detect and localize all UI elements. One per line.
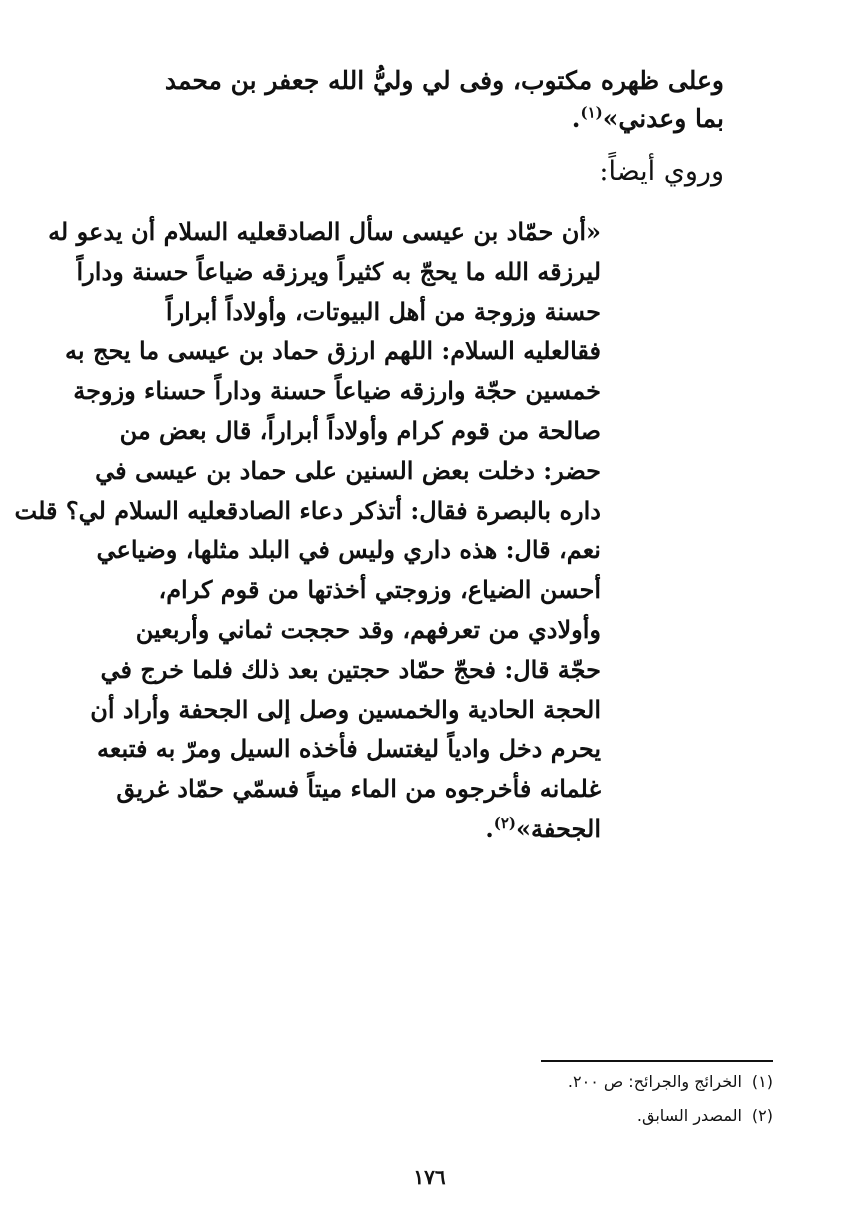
quote-line: أحسن الضياع، وزوجتي أخذتها من قوم كرام، (158, 575, 601, 605)
quote-line: حجّة قال: فحجّ حمّاد حجتين بعد ذلك فلما خرج في (100, 654, 601, 684)
quote-line: ليرزقه الله ما يحجّ به كثيراً ويرزقه ضياعاً حسنة وداراً (76, 256, 601, 286)
intro-paragraph (84, 62, 724, 138)
page-number: ١٧٦ (413, 1165, 446, 1189)
footnote-number: (٢) (751, 1106, 773, 1125)
footnote-ref-2: (٢) (493, 813, 517, 832)
quote-line: الحجة الحادية والخمسين وصل إلى الجحفة وأراد أن (90, 694, 601, 724)
footnote-number: (١) (751, 1072, 773, 1091)
quote-line: حضر: دخلت بعض السنين على حماد بن عيسى في (95, 455, 601, 485)
quote-line: حسنة وزوجة من أهل البيوتات، وأولاداً أبراراً (165, 296, 601, 326)
quote-line: غلمانه فأخرجوه من الماء ميتاً فسمّي حمّاد غريق (116, 774, 601, 804)
intro-line-2 (84, 100, 724, 138)
footnote-text: المصدر السابق. (636, 1106, 742, 1125)
quote-line: خمسين حجّة وارزقه ضياعاً حسنة وداراً حسناء وزوجة (73, 376, 601, 406)
section-heading: وروي أيضاً: (599, 156, 724, 187)
quote-end-punct: . (485, 813, 494, 843)
quote-line: نعم، قال: هذه داري وليس في البلد مثلها، وضياعي (96, 535, 601, 565)
footnote-ref-1: (١) (580, 103, 603, 122)
footnotes (373, 1070, 773, 1138)
footnote-divider (541, 1060, 773, 1062)
quote-line: داره بالبصرة فقال: أتذكر دعاء الصادقعليه السلام لي؟ قلت (14, 495, 601, 525)
quote-line: فقالعليه السلام: اللهم ارزق حماد بن عيسى ما يحج به (65, 336, 601, 366)
intro-line-2-text: بما وعدني» (602, 104, 724, 133)
quote-line: يحرم دخل وادياً ليغتسل فأخذه السيل ومرّ به فتبعه (97, 734, 601, 764)
footnote-item (373, 1104, 773, 1128)
quote-line: صالحة من قوم كرام وأولاداً أبراراً، قال بعض من (119, 415, 601, 445)
intro-line-1: وعلى ظهره مكتوب، وفى لي وليُّ الله جعفر بن محمد (164, 66, 724, 95)
footnote-item (373, 1070, 773, 1094)
quote-last-line-text: الجحفة» (516, 813, 601, 843)
quote-last-line (81, 809, 601, 849)
quote-line: وأولادي من تعرفهم، وقد حججت ثماني وأربعين (135, 614, 601, 644)
footnote-text: الخرائج والجرائح: ص ٢٠٠. (567, 1072, 742, 1091)
intro-end-punct: . (571, 104, 581, 133)
quote-paragraph (14, 212, 601, 849)
quote-line: «أن حمّاد بن عيسى سأل الصادقعليه السلام أن يدعو له (48, 217, 601, 246)
